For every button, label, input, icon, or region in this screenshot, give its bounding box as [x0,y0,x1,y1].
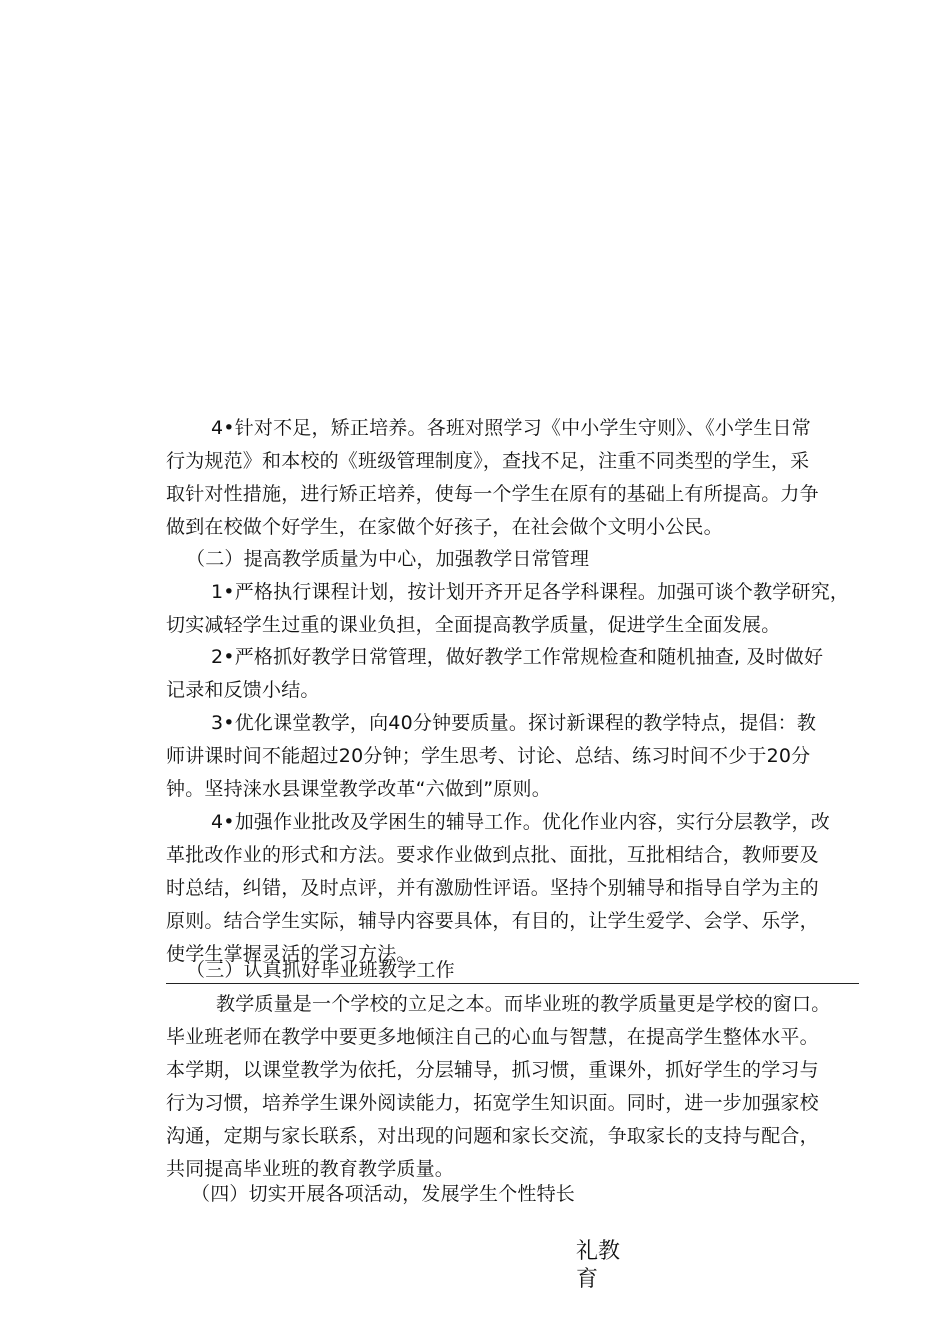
paragraph-line: 毕业班老师在教学中要更多地倾注自己的心血与智慧，在提高学生整体水平。 [166,1026,819,1048]
paragraph-line: 沟通，定期与家长联系，对出现的问题和家长交流，争取家长的支持与配合， [166,1125,819,1147]
paragraph-line: 教学质量是一个学校的立足之本。而毕业班的教学质量更是学校的窗口。 [216,993,831,1015]
section-heading: （四）切实开展各项活动，发展学生个性特长 [191,1183,576,1205]
horizontal-rule [166,983,859,984]
paragraph-line: 师讲课时间不能超过20分钟；学生思考、讨论、总结、练习时间不少于20分 [166,745,811,767]
paragraph-line: 钟。坚持涞水县课堂教学改革“六做到”原则。 [166,778,551,800]
paragraph-line: 行为规范》和本校的《班级管理制度》，查找不足，注重不同类型的学生，采 [166,450,810,472]
paragraph-line: 取针对性措施，进行矫正培养，使每一个学生在原有的基础上有所提高。力争 [166,483,819,505]
paragraph-line: 使学生掌握灵活的学习方法。 [166,943,416,965]
paragraph-line: 2•严格抓好教学日常管理，做好教学工作常规检查和随机抽查, 及时做好 [211,646,824,668]
paragraph-line: 3•优化课堂教学，向40分钟要质量。探讨新课程的教学特点，提倡：教 [211,712,817,734]
paragraph-line: 1•严格执行课程计划，按计划开齐开足各学科课程。加强可谈个教学研究， [211,581,850,603]
fragment-text [576,1238,636,1294]
paragraph-line: 时总结，纠错，及时点评，并有激励性评语。坚持个别辅导和指导自学为主的 [166,877,819,899]
paragraph-line: 共同提高毕业班的教育教学质量。 [166,1158,455,1180]
paragraph-line: 做到在校做个好学生，在家做个好孩子，在社会做个文明小公民。 [166,516,723,538]
paragraph-line: 革批改作业的形式和方法。要求作业做到点批、面批，互批相结合，教师要及 [166,844,819,866]
fragment-line: 育 [576,1267,599,1292]
paragraph-line: 切实减轻学生过重的课业负担，全面提高教学质量，促进学生全面发展。 [166,614,781,636]
paragraph-line: 原则。结合学生实际，辅导内容要具体，有目的，让学生爱学、会学、乐学， [166,910,819,932]
paragraph-line: 本学期，以课堂教学为依托，分层辅导，抓习惯，重课外，抓好学生的学习与 [166,1059,819,1081]
section-heading: （三）认真抓好毕业班教学工作 [186,959,455,981]
section-heading: （二）提高教学质量为中心，加强教学日常管理 [186,548,590,570]
paragraph-line: 4•针对不足，矫正培养。各班对照学习《中小学生守则》、《小学生日常 [211,417,811,439]
paragraph-line: 4•加强作业批改及学困生的辅导工作。优化作业内容，实行分层教学，改 [211,811,830,833]
paragraph-line: 行为习惯，培养学生课外阅读能力，拓宽学生知识面。同时，进一步加强家校 [166,1092,819,1114]
paragraph-line: 记录和反馈小结。 [166,679,320,701]
fragment-line: 礼教 [576,1239,621,1264]
